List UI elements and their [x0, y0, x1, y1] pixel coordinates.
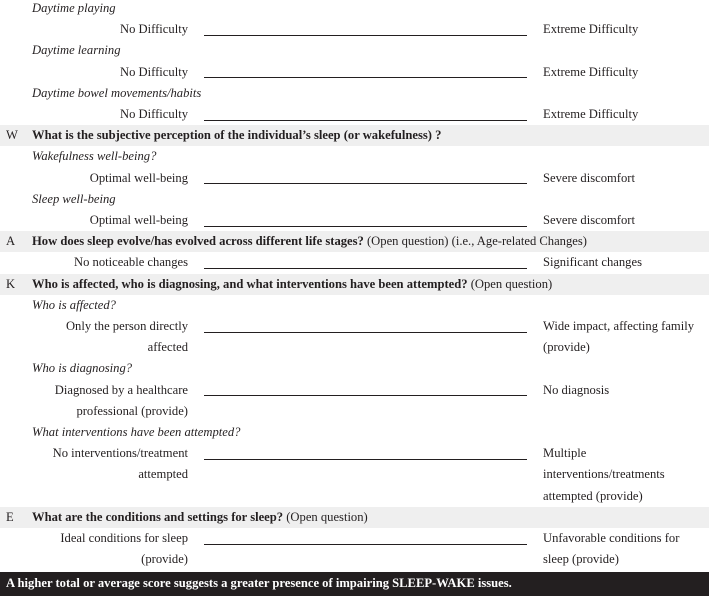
rating-line[interactable]	[204, 380, 527, 397]
section-note: (Open question) (i.e., Age-related Changes)	[366, 234, 587, 249]
scale-left-anchor: Diagnosed by a healthcare professional (provide)	[54, 382, 188, 418]
scale-left-anchor: No Difficulty	[120, 64, 188, 79]
section-note: (Open question)	[286, 509, 368, 524]
rating-scale	[0, 210, 709, 231]
scale-right-anchor: Significant changes	[543, 255, 642, 270]
section-question: What is the subjective perception of the individual’s sleep (or wakefulness) ?	[32, 128, 442, 143]
section-letter: W	[6, 128, 18, 143]
subquestion: Wakefulness well-being?	[32, 149, 157, 164]
scale-left-anchor: No interventions/treatment attempted	[52, 446, 188, 482]
scale-right-anchor: Wide impact, affecting family (provide)	[543, 319, 695, 355]
section-header	[0, 231, 709, 252]
rating-scale	[0, 19, 709, 40]
subquestion: Sleep well-being	[32, 191, 116, 206]
scale-right-anchor: Severe discomfort	[543, 170, 635, 185]
scale-left-anchor: No noticeable changes	[74, 255, 188, 270]
section-letter: K	[6, 276, 16, 291]
rating-line[interactable]	[204, 316, 527, 333]
rating-scale	[0, 104, 709, 125]
scale-left-anchor: Optimal well-being	[89, 213, 188, 228]
rating-line[interactable]	[204, 19, 527, 36]
section-header	[0, 274, 709, 295]
subquestion: Daytime bowel movements/habits	[32, 85, 202, 100]
rating-scale	[0, 168, 709, 189]
scale-right-anchor: Extreme Difficulty	[543, 64, 639, 79]
section-note: (Open question)	[470, 276, 553, 291]
subquestion: Who is affected?	[32, 297, 116, 312]
section-question: What are the conditions and settings for sleep?	[32, 509, 284, 524]
section-header	[0, 507, 709, 528]
subquestion: What interventions have been attempted?	[32, 425, 241, 440]
section-letter: A	[6, 234, 16, 249]
subquestion: Who is diagnosing?	[32, 361, 133, 376]
scale-right-anchor: Extreme Difficulty	[543, 22, 639, 37]
rating-line[interactable]	[204, 210, 527, 227]
rating-line[interactable]	[204, 104, 527, 121]
rating-scale	[0, 380, 709, 422]
section-letter: E	[6, 509, 14, 524]
scale-left-anchor: No Difficulty	[120, 107, 188, 122]
scale-right-anchor: Extreme Difficulty	[543, 107, 639, 122]
scale-right-anchor: Severe discomfort	[543, 213, 635, 228]
subquestion: Daytime learning	[32, 43, 121, 58]
rating-scale	[0, 443, 709, 507]
scale-left-anchor: No Difficulty	[120, 22, 188, 37]
scale-left-anchor: Only the person directly affected	[65, 319, 188, 355]
rating-line[interactable]	[204, 252, 527, 269]
section-question: Who is affected, who is diagnosing, and what interventions have been attempted?	[32, 276, 468, 291]
footer-note: A higher total or average score suggests a greater presence of impairing SLEEP-WAKE issues.	[0, 572, 709, 596]
rating-scale	[0, 252, 709, 273]
scale-left-anchor: Optimal well-being	[89, 170, 188, 185]
rating-line[interactable]	[204, 168, 527, 185]
subquestion: Daytime playing	[32, 1, 116, 15]
scale-right-anchor: No diagnosis	[543, 382, 610, 397]
scale-right-anchor: Unfavorable conditions for sleep (provide)	[543, 531, 680, 567]
rating-scale	[0, 62, 709, 83]
section-question: How does sleep evolve/has evolved across different life stages?	[32, 234, 364, 249]
rating-line[interactable]	[204, 443, 527, 460]
scale-right-anchor: Multiple interventions/treatments attempted (provide)	[543, 446, 665, 503]
rating-line[interactable]	[204, 62, 527, 79]
scale-left-anchor: Ideal conditions for sleep (provide)	[60, 531, 188, 567]
rating-line[interactable]	[204, 528, 527, 545]
section-header	[0, 125, 709, 146]
rating-scale	[0, 316, 709, 358]
rating-scale	[0, 528, 709, 570]
